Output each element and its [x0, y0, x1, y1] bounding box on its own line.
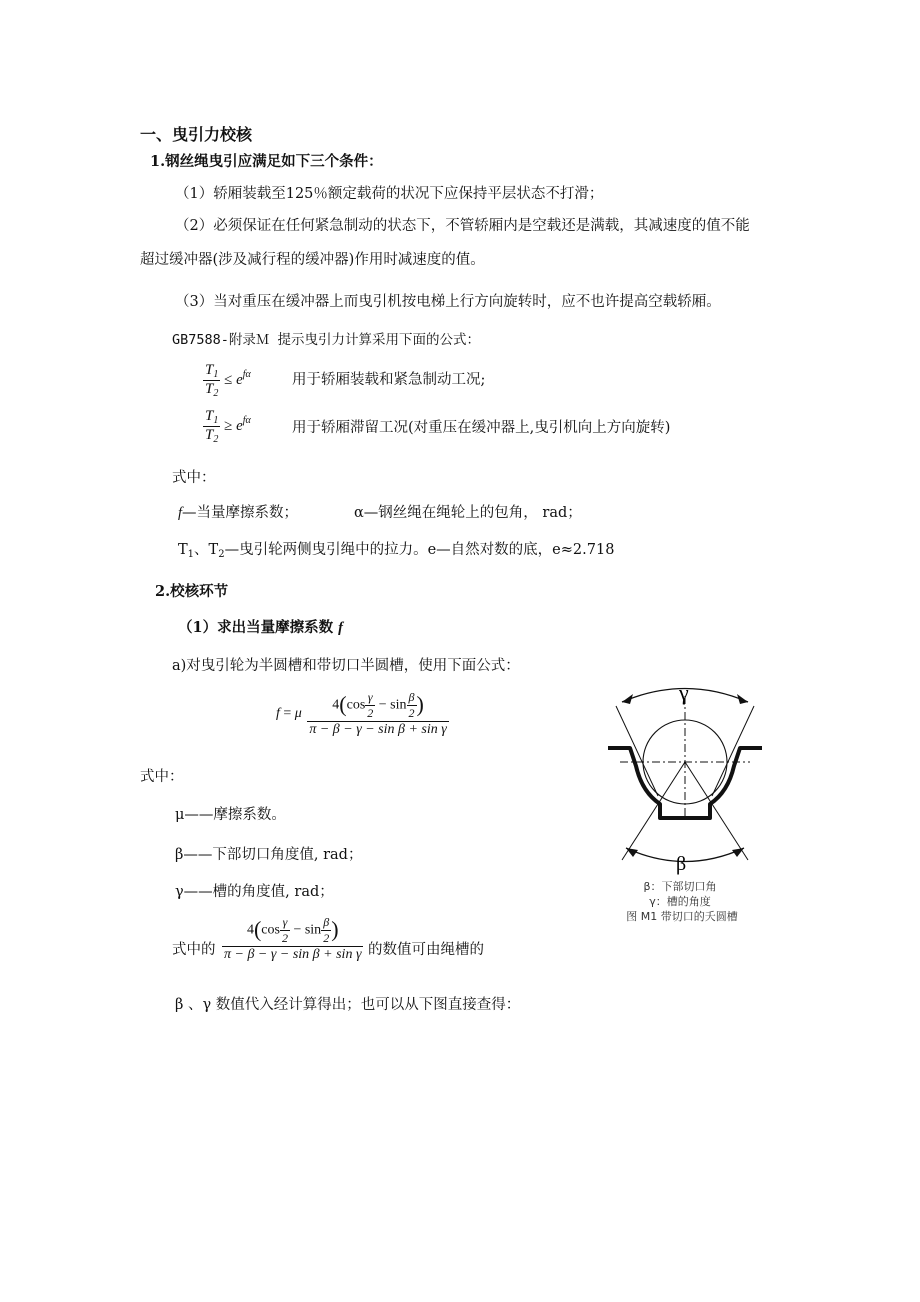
- friction-formula: f = μ 4(cos $\frac{\gamma}{2}$ − sin $\frac{\beta}{2}$ ) π − β − γ − sin β + sin γ: [276, 690, 447, 737]
- gamma-label: γ: [679, 680, 689, 705]
- condition-3: （3）当对重压在缓冲器上而曳引机按电梯上行方向旋转时，应不也许提高空载轿厢。: [175, 294, 721, 310]
- gamma-arrow-right: [737, 694, 748, 704]
- beta-line-right: [685, 762, 748, 860]
- equation-2: $\frac{T_1}{T_2}$ ≥ $e^{f\alpha}$: [205, 408, 251, 445]
- final-line: β 、γ 数值代入经计算得出；也可以从下图直接查得：: [175, 997, 521, 1013]
- figure-caption-1: β：下部切口角: [643, 880, 717, 893]
- condition-2-line1: （2）必须保证在任何紧急制动的状态下，不管轿厢内是空载还是满载，其减速度的值不能: [175, 218, 750, 234]
- beta-line-left: [622, 762, 685, 860]
- condition-1: （1）轿厢装载至125％额定载荷的状况下应保持平层状态不打滑；: [175, 186, 604, 202]
- t-definition: $T_1$、$T_2—$曳引轮两侧曳引绳中的拉力。e—自然对数的底，e≈2.718: [178, 542, 615, 560]
- equation-2-text: 用于轿厢滞留工况(对重压在缓冲器上,曳引机向上方向旋转): [292, 420, 671, 436]
- gamma-arrow-left: [622, 694, 633, 704]
- beta-arrow-left: [626, 848, 638, 857]
- equation-1: $\frac{T_1}{T_2}$ ≤ $e^{f\alpha}$: [205, 362, 251, 399]
- value-suffix: 的数值可由绳槽的: [368, 942, 484, 958]
- alpha-definition: α—钢丝绳在绳轮上的包角， rad；: [354, 505, 582, 521]
- gamma-definition: γ——槽的角度值, rad；: [175, 884, 334, 900]
- f-definition: f—当量摩擦系数；: [178, 505, 299, 521]
- formula-intro-line: a)对曳引轮为半圆槽和带切口半圆槽，使用下面公式：: [172, 658, 520, 674]
- figure-caption-3: 图 M1 带切口的夭圆槽: [626, 910, 738, 923]
- beta-definition: β——下部切口角度值, rad；: [175, 847, 363, 863]
- figure-caption-2: γ：槽的角度: [649, 895, 711, 908]
- gamma-line-left: [616, 706, 658, 796]
- friction-fraction: 4(cos $\frac{\gamma}{2}$ − sin $\frac{\beta}{2}$ ) π − β − γ − sin β + sin γ: [224, 915, 362, 962]
- gb-reference-line: GB7588-附录Ｍ 提示曳引力计算采用下面的公式：: [172, 332, 481, 348]
- page-heading: 一、曳引力校核: [140, 125, 253, 144]
- equation-1-text: 用于轿厢装载和紧急制动工况;: [292, 372, 486, 388]
- where-label-1: 式中：: [172, 470, 216, 486]
- section2-title: 2.校核环节: [155, 583, 229, 600]
- section1-title: 1.钢丝绳曳引应满足如下三个条件：: [150, 153, 383, 170]
- condition-2-line2: 超过缓冲器(涉及减行程的缓冲器)作用时减速度的值。: [140, 252, 485, 268]
- beta-arrow-right: [732, 848, 744, 857]
- gamma-line-right: [712, 706, 754, 796]
- where-label-2: 式中：: [140, 769, 184, 785]
- beta-label: β: [676, 853, 687, 875]
- mu-definition: μ——摩擦系数。: [175, 807, 286, 823]
- groove-diagram: [600, 670, 770, 880]
- subsection-1-title: （1）求出当量摩擦系数 f: [178, 619, 343, 636]
- value-prefix: 式中的: [172, 942, 216, 958]
